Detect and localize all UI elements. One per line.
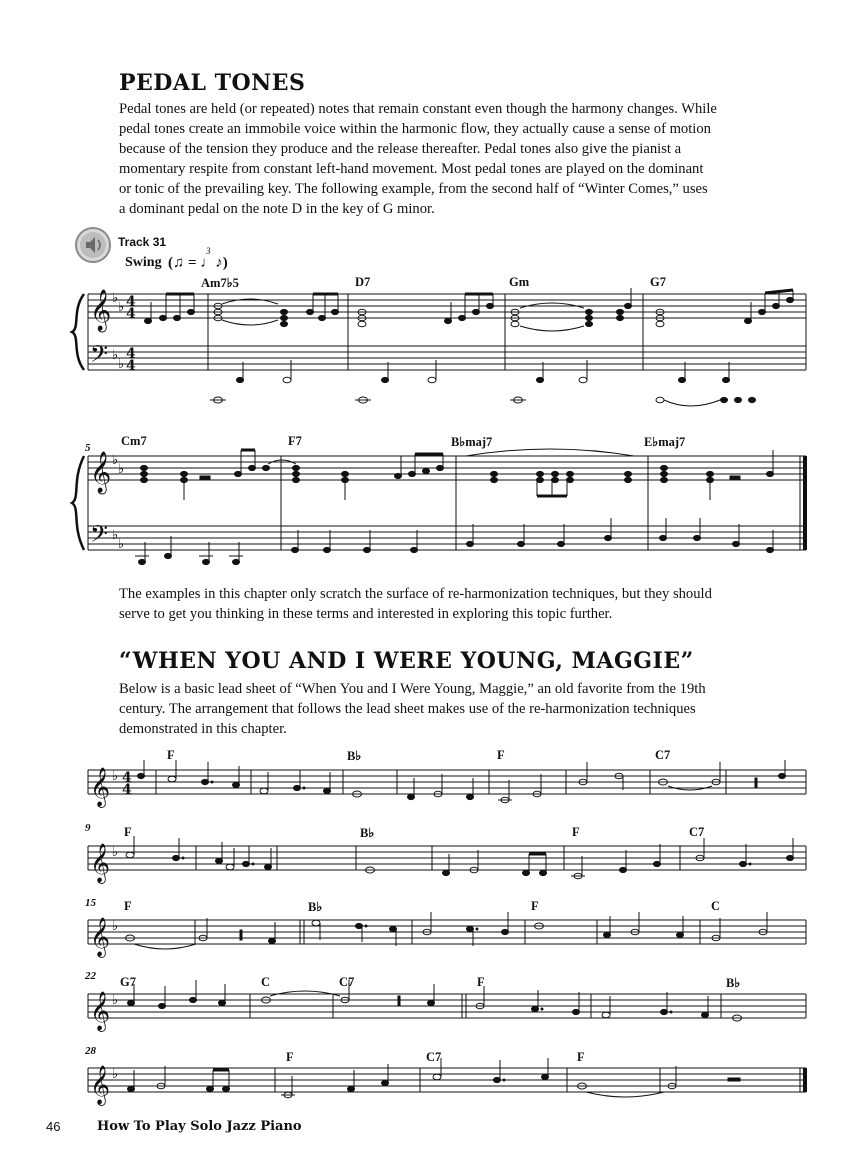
maggie-paragraph bbox=[119, 679, 769, 739]
section-heading-maggie: “WHEN YOU AND I WERE YOUNG, MAGGIE” bbox=[119, 648, 694, 674]
svg-text:♭: ♭ bbox=[112, 769, 119, 784]
chord-symbol: F bbox=[477, 975, 485, 989]
svg-text:4: 4 bbox=[126, 294, 136, 310]
svg-text:♭: ♭ bbox=[118, 462, 125, 477]
paragraph-line: because of the tension they produce and the release thereafter. Pedal tones also give the pianist a bbox=[119, 141, 682, 157]
svg-text:♭: ♭ bbox=[118, 300, 125, 315]
chord-symbol: E♭maj7 bbox=[644, 435, 686, 449]
chord-symbol: Am7♭5 bbox=[201, 276, 239, 290]
triplet-mark: 3 bbox=[206, 246, 211, 256]
paragraph-line: Below is a basic lead sheet of “When You and I Were Young, Maggie,” an old favorite from the 19th bbox=[119, 681, 706, 697]
middle-paragraph bbox=[119, 584, 769, 624]
paragraph-line: momentary respite from constant left-hand movement. Most pedal tones are played on the dominant bbox=[119, 161, 704, 177]
svg-text:4: 4 bbox=[122, 770, 132, 786]
chord-symbol: C bbox=[261, 975, 271, 989]
chord-symbol: B♭ bbox=[360, 826, 375, 840]
page-number: 46 bbox=[46, 1119, 61, 1134]
chord-symbol: Cm7 bbox=[121, 434, 147, 448]
svg-text:♭: ♭ bbox=[112, 993, 119, 1008]
tempo-marking: (♫ = ♩♪) bbox=[168, 255, 228, 271]
lead-sheet-notation bbox=[0, 760, 864, 1120]
measure-number: 5 bbox=[85, 442, 91, 454]
svg-text:𝄞: 𝄞 bbox=[90, 843, 111, 883]
piano-example-notation bbox=[0, 280, 864, 580]
chord-symbol: F bbox=[572, 825, 580, 839]
svg-text:♭: ♭ bbox=[112, 919, 119, 934]
paragraph-line: serve to get you thinking in these terms and interested in exploring this topic further. bbox=[119, 606, 613, 622]
chord-symbol: B♭maj7 bbox=[451, 435, 493, 449]
svg-text:♭: ♭ bbox=[112, 845, 119, 860]
svg-text:𝄞: 𝄞 bbox=[90, 767, 111, 807]
paragraph-line: a dominant pedal on the note D in the key of G minor. bbox=[119, 201, 435, 217]
chord-symbol: C7 bbox=[339, 975, 355, 989]
paragraph-line: demonstrated in this chapter. bbox=[119, 721, 287, 737]
paragraph-line: Pedal tones are held (or repeated) notes that remain constant even though the harmony changes. While bbox=[119, 101, 717, 117]
chord-symbol: F bbox=[286, 1050, 294, 1064]
audio-track-button[interactable] bbox=[74, 226, 112, 264]
speaker-icon bbox=[74, 226, 112, 264]
chord-symbol: B♭ bbox=[347, 749, 362, 763]
chord-symbol: C7 bbox=[426, 1050, 442, 1064]
chord-symbol: B♭ bbox=[726, 976, 741, 990]
svg-text:4: 4 bbox=[126, 358, 136, 374]
svg-text:♭: ♭ bbox=[118, 357, 125, 372]
svg-text:♭: ♭ bbox=[112, 528, 119, 543]
paragraph-line: The examples in this chapter only scratch the surface of re-harmonization techniques, but they should bbox=[119, 586, 712, 602]
chord-symbol: F bbox=[124, 825, 132, 839]
svg-text:4: 4 bbox=[126, 346, 136, 362]
track-label: Track 31 bbox=[118, 235, 167, 249]
measure-number: 28 bbox=[85, 1045, 96, 1057]
svg-text:𝄞: 𝄞 bbox=[90, 917, 111, 957]
tempo-label: Swing bbox=[125, 255, 162, 270]
svg-text:𝄞: 𝄞 bbox=[90, 991, 111, 1031]
chord-symbol: G7 bbox=[120, 975, 136, 989]
svg-text:♭: ♭ bbox=[112, 291, 119, 306]
chord-symbol: F7 bbox=[288, 434, 302, 448]
svg-text:♭: ♭ bbox=[118, 537, 125, 552]
chord-symbol: G7 bbox=[650, 275, 666, 289]
svg-text:𝄞: 𝄞 bbox=[90, 290, 112, 331]
chord-symbol: F bbox=[167, 748, 175, 762]
chord-symbol: C7 bbox=[689, 825, 705, 839]
chord-symbol: F bbox=[531, 899, 539, 913]
measure-number: 22 bbox=[85, 970, 96, 982]
chord-symbol: C7 bbox=[655, 748, 671, 762]
chord-symbol: B♭ bbox=[308, 900, 323, 914]
svg-text:𝄢: 𝄢 bbox=[90, 340, 109, 373]
svg-text:♭: ♭ bbox=[112, 453, 119, 468]
svg-text:𝄢: 𝄢 bbox=[90, 520, 109, 553]
paragraph-line: century. The arrangement that follows the lead sheet makes use of the re-harmonization techniques bbox=[119, 701, 696, 717]
paragraph-line: or tonic of the prevailing key. The following example, from the second half of “Winter Comes,” uses bbox=[119, 181, 708, 197]
pedal-tones-paragraph bbox=[119, 99, 769, 219]
chord-symbol: C bbox=[711, 899, 721, 913]
svg-text:♭: ♭ bbox=[112, 1067, 119, 1082]
section-heading-pedal-tones: PEDAL TONES bbox=[119, 70, 306, 96]
measure-number: 15 bbox=[85, 897, 96, 909]
svg-text:4: 4 bbox=[126, 306, 136, 322]
chord-symbol: F bbox=[497, 748, 505, 762]
svg-text:𝄞: 𝄞 bbox=[90, 1065, 111, 1105]
chord-symbol: F bbox=[124, 899, 132, 913]
chord-symbol: Gm bbox=[509, 275, 530, 289]
svg-text:𝄞: 𝄞 bbox=[90, 452, 112, 493]
svg-text:4: 4 bbox=[122, 782, 132, 798]
svg-text:♭: ♭ bbox=[112, 348, 119, 363]
chord-symbol: D7 bbox=[355, 275, 371, 289]
chord-symbol: F bbox=[577, 1050, 585, 1064]
measure-number: 9 bbox=[85, 822, 91, 834]
book-title: How To Play Solo Jazz Piano bbox=[97, 1119, 302, 1134]
paragraph-line: pedal tones create an immobile voice within the harmonic flow, they actually cause a sense of motion bbox=[119, 121, 711, 137]
